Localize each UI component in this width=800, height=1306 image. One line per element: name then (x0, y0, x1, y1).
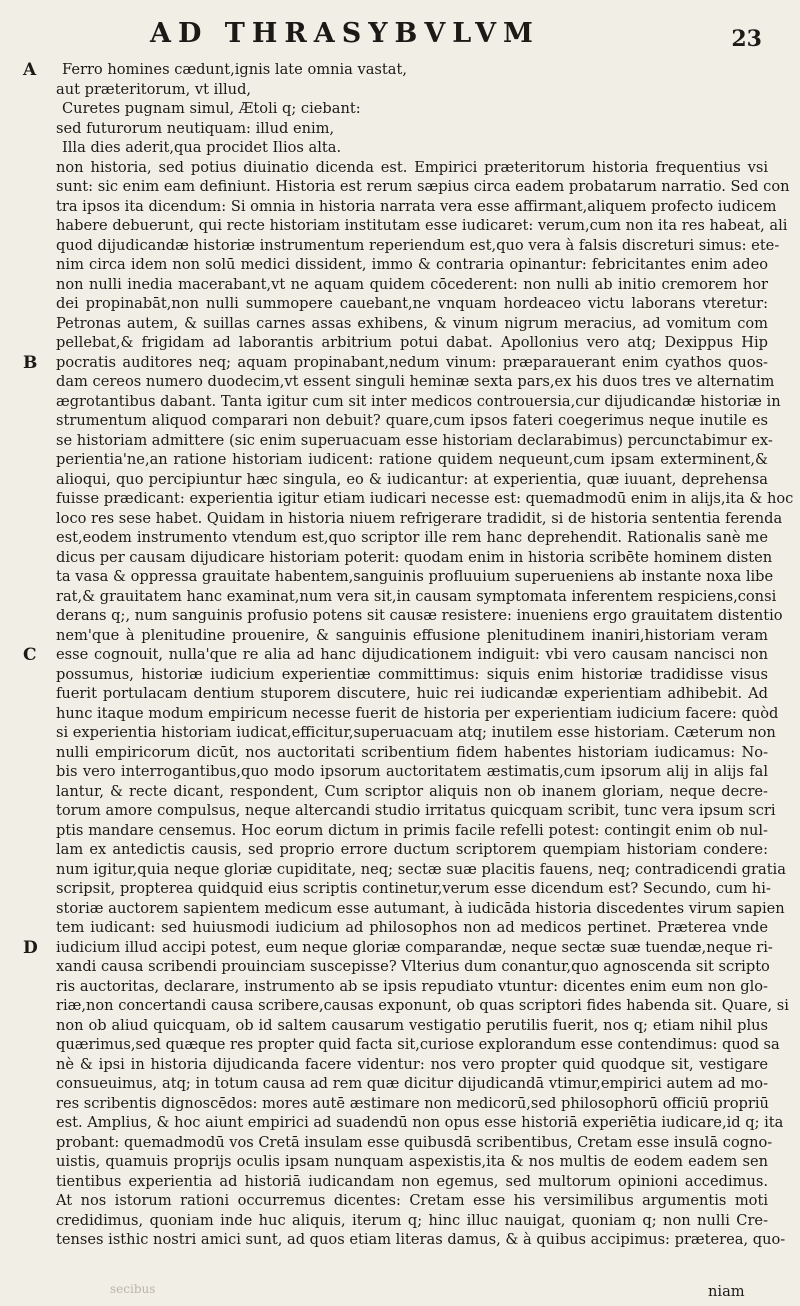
line-text: perientia'ne,an ratione historiam iudicent: ratione quidem nequeunt,cum ipsam exterminent,& (56, 451, 768, 468)
line-text: pocratis auditores neq; aquam propinabant,nedum vinum: præparauerant enim cyathos quos- (56, 353, 768, 371)
text-line (56, 411, 768, 431)
line-text: habere debuerunt, qui recte historiam institutam esse iudicaret: verum,cum non ita res habeat, ali (56, 217, 788, 234)
line-text: rat,& grauitatem hanc examinat,num vera sit,in causam symptomata inferentem respiciens,consi (56, 587, 777, 605)
line-text: res scribentis dignoscēdos: mores autē æstimare non medicorū,sed philosophorū officiū propriū (56, 1094, 769, 1112)
line-text: nim circa idem non solū medici dissident, immo & contraria opinantur: febricitantes enim adeo (56, 256, 768, 273)
text-line (56, 1113, 784, 1133)
text-line (56, 1133, 773, 1153)
text-line (56, 138, 768, 158)
line-text: tientibus experientia ad historiā iudicandam non egemus, sed multorum opinioni accedimus. (56, 1172, 768, 1190)
text-line (56, 587, 777, 607)
section-marker: D (23, 937, 38, 958)
page-header (0, 12, 800, 56)
line-text: quærimus,sed quæque res propter quid facta sit,curiose explorandum esse contendimus: quod sa (56, 1036, 780, 1053)
text-line (56, 801, 776, 821)
line-text: probant: quemadmodū vos Cretā insulam esse quibusdā scribentibus, Cretam esse insulā cogno- (56, 1133, 773, 1151)
line-text: ptis mandare censemus. Hoc eorum dictum in primis facile refelli potest: contingit enim ob nul- (56, 821, 768, 839)
line-text: aut præteritorum, vt illud, (56, 80, 252, 98)
text-line (56, 392, 781, 412)
text-line (56, 158, 768, 178)
text-line (56, 372, 775, 392)
text-line (56, 723, 776, 743)
text-line (56, 1035, 780, 1055)
text-line (56, 216, 788, 236)
line-text: non historia, sed potius diuinatio dicenda est. Empirici præteritorum historia frequentius vsi (56, 158, 768, 176)
line-text: sed futurorum neutiquam: illud enim, (56, 119, 335, 137)
line-text: derans q;, num sanguinis profusio potens sit causæ resistere: inueniens ergo grauitatem distentio (56, 607, 783, 624)
text-line (56, 1191, 768, 1211)
text-line (23, 645, 768, 665)
line-text: iudicium illud accipi potest, eum neque gloriæ comparandæ, neque sectæ suæ tuendæ,neque ri- (56, 938, 773, 956)
page-number: 23 (731, 26, 762, 52)
line-text: sunt: sic enim eam definiunt. Historia est rerum sæpius circa eadem probatarum narratio. Sed con (56, 178, 790, 195)
line-text: dicus per causam dijudicare historiam poterit: quodam enim in historia scribēte hominem disten (56, 548, 773, 566)
text-line (56, 1074, 768, 1094)
line-text: se historiam admittere (sic enim superuacuam esse historiam declarabimus) percunctabimur ex- (56, 431, 773, 449)
line-text: scripsit, propterea quidquid eius scriptis continetur,verum esse dicendum est? Secundo, cum hi- (56, 880, 771, 897)
line-text: lam ex antedictis causis, sed proprio errore ductum scriptorem quempiam historiam condere: (56, 841, 768, 858)
line-text: alioqui, quo percipiuntur hæc singula, eo & iudicantur: at experientia, quæ iuuant, deprehensa (56, 470, 768, 488)
line-text: hunc itaque modum empiricum necesse fuerit de historia per experientiam iudicium facere: quòd (56, 704, 779, 722)
text-line (56, 275, 768, 295)
line-text: pellebat,& frigidam ad laborantis arbitrium potui dabat. Apollonius vero atq; Dexippus Hip (56, 334, 768, 351)
text-line (56, 548, 773, 568)
text-line (56, 567, 774, 587)
line-text: est. Amplius, & hoc aiunt empirici ad suadendū non opus esse historiā experiētia iudicare,id q; ita (56, 1114, 784, 1131)
section-marker: B (23, 352, 38, 373)
line-text: tenses isthic nostri amici sunt, ad quos etiam literas damus, & à quibus accipimus: præterea, quo- (56, 1231, 786, 1248)
text-line (56, 470, 768, 490)
text-line (56, 762, 768, 782)
text-line (56, 1016, 768, 1036)
line-text: nulli empiricorum dicūt, nos auctoritati scribentium fidem habentes historiam iudicamus: No- (56, 743, 768, 761)
text-line (56, 80, 768, 100)
line-text: fuerit portulacam dentium stuporem discutere, huic rei iudicandæ experientiam adhibebit. Ad (56, 685, 768, 702)
text-line (56, 1055, 768, 1075)
line-text: num igitur,quia neque gloriæ cupiditate, neq; sectæ suæ placitis fauens, neq; contradicendi gratia (56, 860, 786, 878)
text-line (56, 197, 777, 217)
text-line (56, 996, 789, 1016)
line-text: loco res sese habet. Quidam in historia niuem refrigerare tradidit, si de historia sententia ferenda (56, 509, 783, 527)
text-line (56, 1211, 768, 1231)
text-line (56, 294, 768, 314)
line-text: consueuimus, atq; in totum causa ad rem quæ dicitur dijudicandā vtimur,empirici autem ad mo- (56, 1075, 768, 1092)
text-line (56, 1152, 768, 1172)
line-text: storiæ auctorem sapientem medicum esse autumant, à iudicāda historia discedentes virum sapien (56, 899, 785, 917)
text-line (56, 860, 786, 880)
text-line (56, 1230, 786, 1250)
text-line (56, 606, 783, 626)
line-text: dei propinabāt,non nulli summopere cauebant,ne vnquam hordeaceo victu laborans vteretur: (56, 295, 768, 312)
text-line (56, 431, 773, 451)
text-line (56, 177, 790, 197)
text-line (56, 236, 780, 256)
text-line (56, 879, 771, 899)
text-line (56, 782, 768, 802)
section-marker: A (23, 60, 37, 80)
line-text: si experientia historiam iudicat,efficitur,superuacuam atq; inutilem esse historiam. Cæterum non (56, 724, 776, 741)
text-line (23, 352, 768, 373)
line-text: lantur, & recte dicant, respondent, Cum scriptor aliquis non ob inanem gloriam, neque decre- (56, 782, 768, 800)
text-line (56, 626, 768, 646)
section-marker: C (23, 645, 37, 665)
text-line (56, 450, 768, 470)
text-line (56, 333, 768, 353)
line-text: quod dijudicandæ historiæ instrumentum reperiendum est,quo vera à falsis discreturi simus: ete- (56, 236, 780, 254)
text-line (56, 821, 768, 841)
line-text: tra ipsos ita dicendum: Si omnia in historia narrata vera esse affirmant,aliquem profecto iudicem (56, 197, 777, 215)
line-text: ris auctoritas, declarare, instrumento ab se ipsis repudiato vtuntur: dicentes enim eum non glo- (56, 977, 768, 995)
line-text: bis vero interrogantibus,quo modo ipsorum auctoritatem æstimatis,cum ipsorum alij in alijs fal (56, 763, 768, 780)
catchword: niam (708, 1283, 745, 1300)
line-text: fuisse prædicant: experientia igitur etiam iudicari necesse est: quemadmodū enim in alijs,ita & hoc (56, 490, 794, 507)
line-text: Illa dies aderit,qua procidet Ilios alta. (62, 139, 342, 156)
text-line (56, 743, 768, 763)
text-line (56, 957, 768, 977)
text-line (56, 899, 785, 919)
text-line (56, 528, 768, 548)
text-line (23, 937, 773, 958)
text-line (56, 665, 768, 685)
text-line (56, 1172, 768, 1192)
text-line (56, 977, 768, 997)
line-text: At nos istorum rationi occurremus dicentes: Cretam esse his versimilibus argumentis moti (56, 1192, 768, 1209)
bleed-through-text: secibus (110, 1282, 156, 1296)
line-text: xandi causa scribendi prouinciam suscepisse? Vlterius dum conantur,quo agnoscenda sit scripto (56, 958, 770, 975)
text-line (56, 704, 779, 724)
text-line (56, 99, 768, 119)
line-text: ta vasa & oppressa grauitate habentem,sanguinis profluuium superueniens ab instante noxa libe (56, 568, 774, 585)
line-text: torum amore compulsus, neque altercandi studio irritatus quicquam scribit, tunc vera ipsum scri (56, 802, 776, 819)
line-text: nem'que à plenitudine prouenire, & sanguinis effusione plenitudinem inaniri,historiam veram (56, 626, 768, 644)
text-line (56, 1094, 768, 1114)
line-text: non ob aliud quicquam, ob id saltem causarum vestigatio perutilis fuerit, nos q; etiam nihil plus (56, 1016, 768, 1034)
line-text: esse cognouit, nulla'que re alia ad hanc dijudicationem indiguit: vbi vero causam nancisci non (56, 646, 768, 663)
text-line (56, 119, 768, 139)
line-text: ægrotantibus dabant. Tanta igitur cum sit inter medicos controuersia,cur dijudicandæ historiæ in (56, 392, 781, 410)
text-line (23, 60, 768, 80)
text-line (56, 509, 783, 529)
line-text: credidimus, quoniam inde huc aliquis, iterum q; hinc illuc nauigat, quoniam q; non nulli Cre- (56, 1211, 768, 1229)
line-text: strumentum aliquod comparari non debuit? quare,cum ipsos fateri coegerimus neque inutile es (56, 412, 768, 429)
body-text (23, 60, 794, 1250)
text-line (56, 489, 794, 509)
line-text: dam cereos numero duodecim,vt essent singuli heminæ sexta pars,ex his duos tres ve alternatim (56, 373, 775, 390)
text-line (56, 918, 768, 938)
text-line (56, 255, 768, 275)
text-line (56, 840, 768, 860)
running-head: AD THRASYBVLVM (150, 18, 540, 49)
line-text: Ferro homines cædunt,ignis late omnia vastat, (62, 61, 407, 78)
line-text: non nulli inedia macerabant,vt ne aquam quidem cōcederent: non nulli ab initio cremorem hor (56, 275, 768, 293)
line-text: riæ,non concertandi causa scribere,causas exponunt, ob quas scriptori fides habenda sit. Quare, si (56, 997, 789, 1014)
text-line (56, 684, 768, 704)
line-text: uistis, quamuis proprijs oculis ipsam nunquam aspexistis,ita & nos multis de eodem eadem sen (56, 1153, 768, 1170)
line-text: tem iudicant: sed huiusmodi iudicium ad philosophos non ad medicos pertinet. Præterea vnde (56, 919, 768, 936)
line-text: est,eodem instrumento vtendum est,quo scriptor ille rem hanc deprehendit. Rationalis sanè me (56, 529, 768, 546)
line-text: possumus, historiæ iudicium experientiæ committimus: siquis enim historiæ tradidisse visus (56, 665, 768, 683)
line-text: nè & ipsi in historia dijudicanda facere videntur: nos vero propter quid quodque sit, vestigare (56, 1055, 768, 1073)
line-text: Petronas autem, & suillas carnes assas exhibens, & vinum nigrum meracius, ad vomitum com (56, 314, 768, 332)
line-text: Curetes pugnam simul, Ætoli q; ciebant: (62, 100, 361, 117)
text-line (56, 314, 768, 334)
